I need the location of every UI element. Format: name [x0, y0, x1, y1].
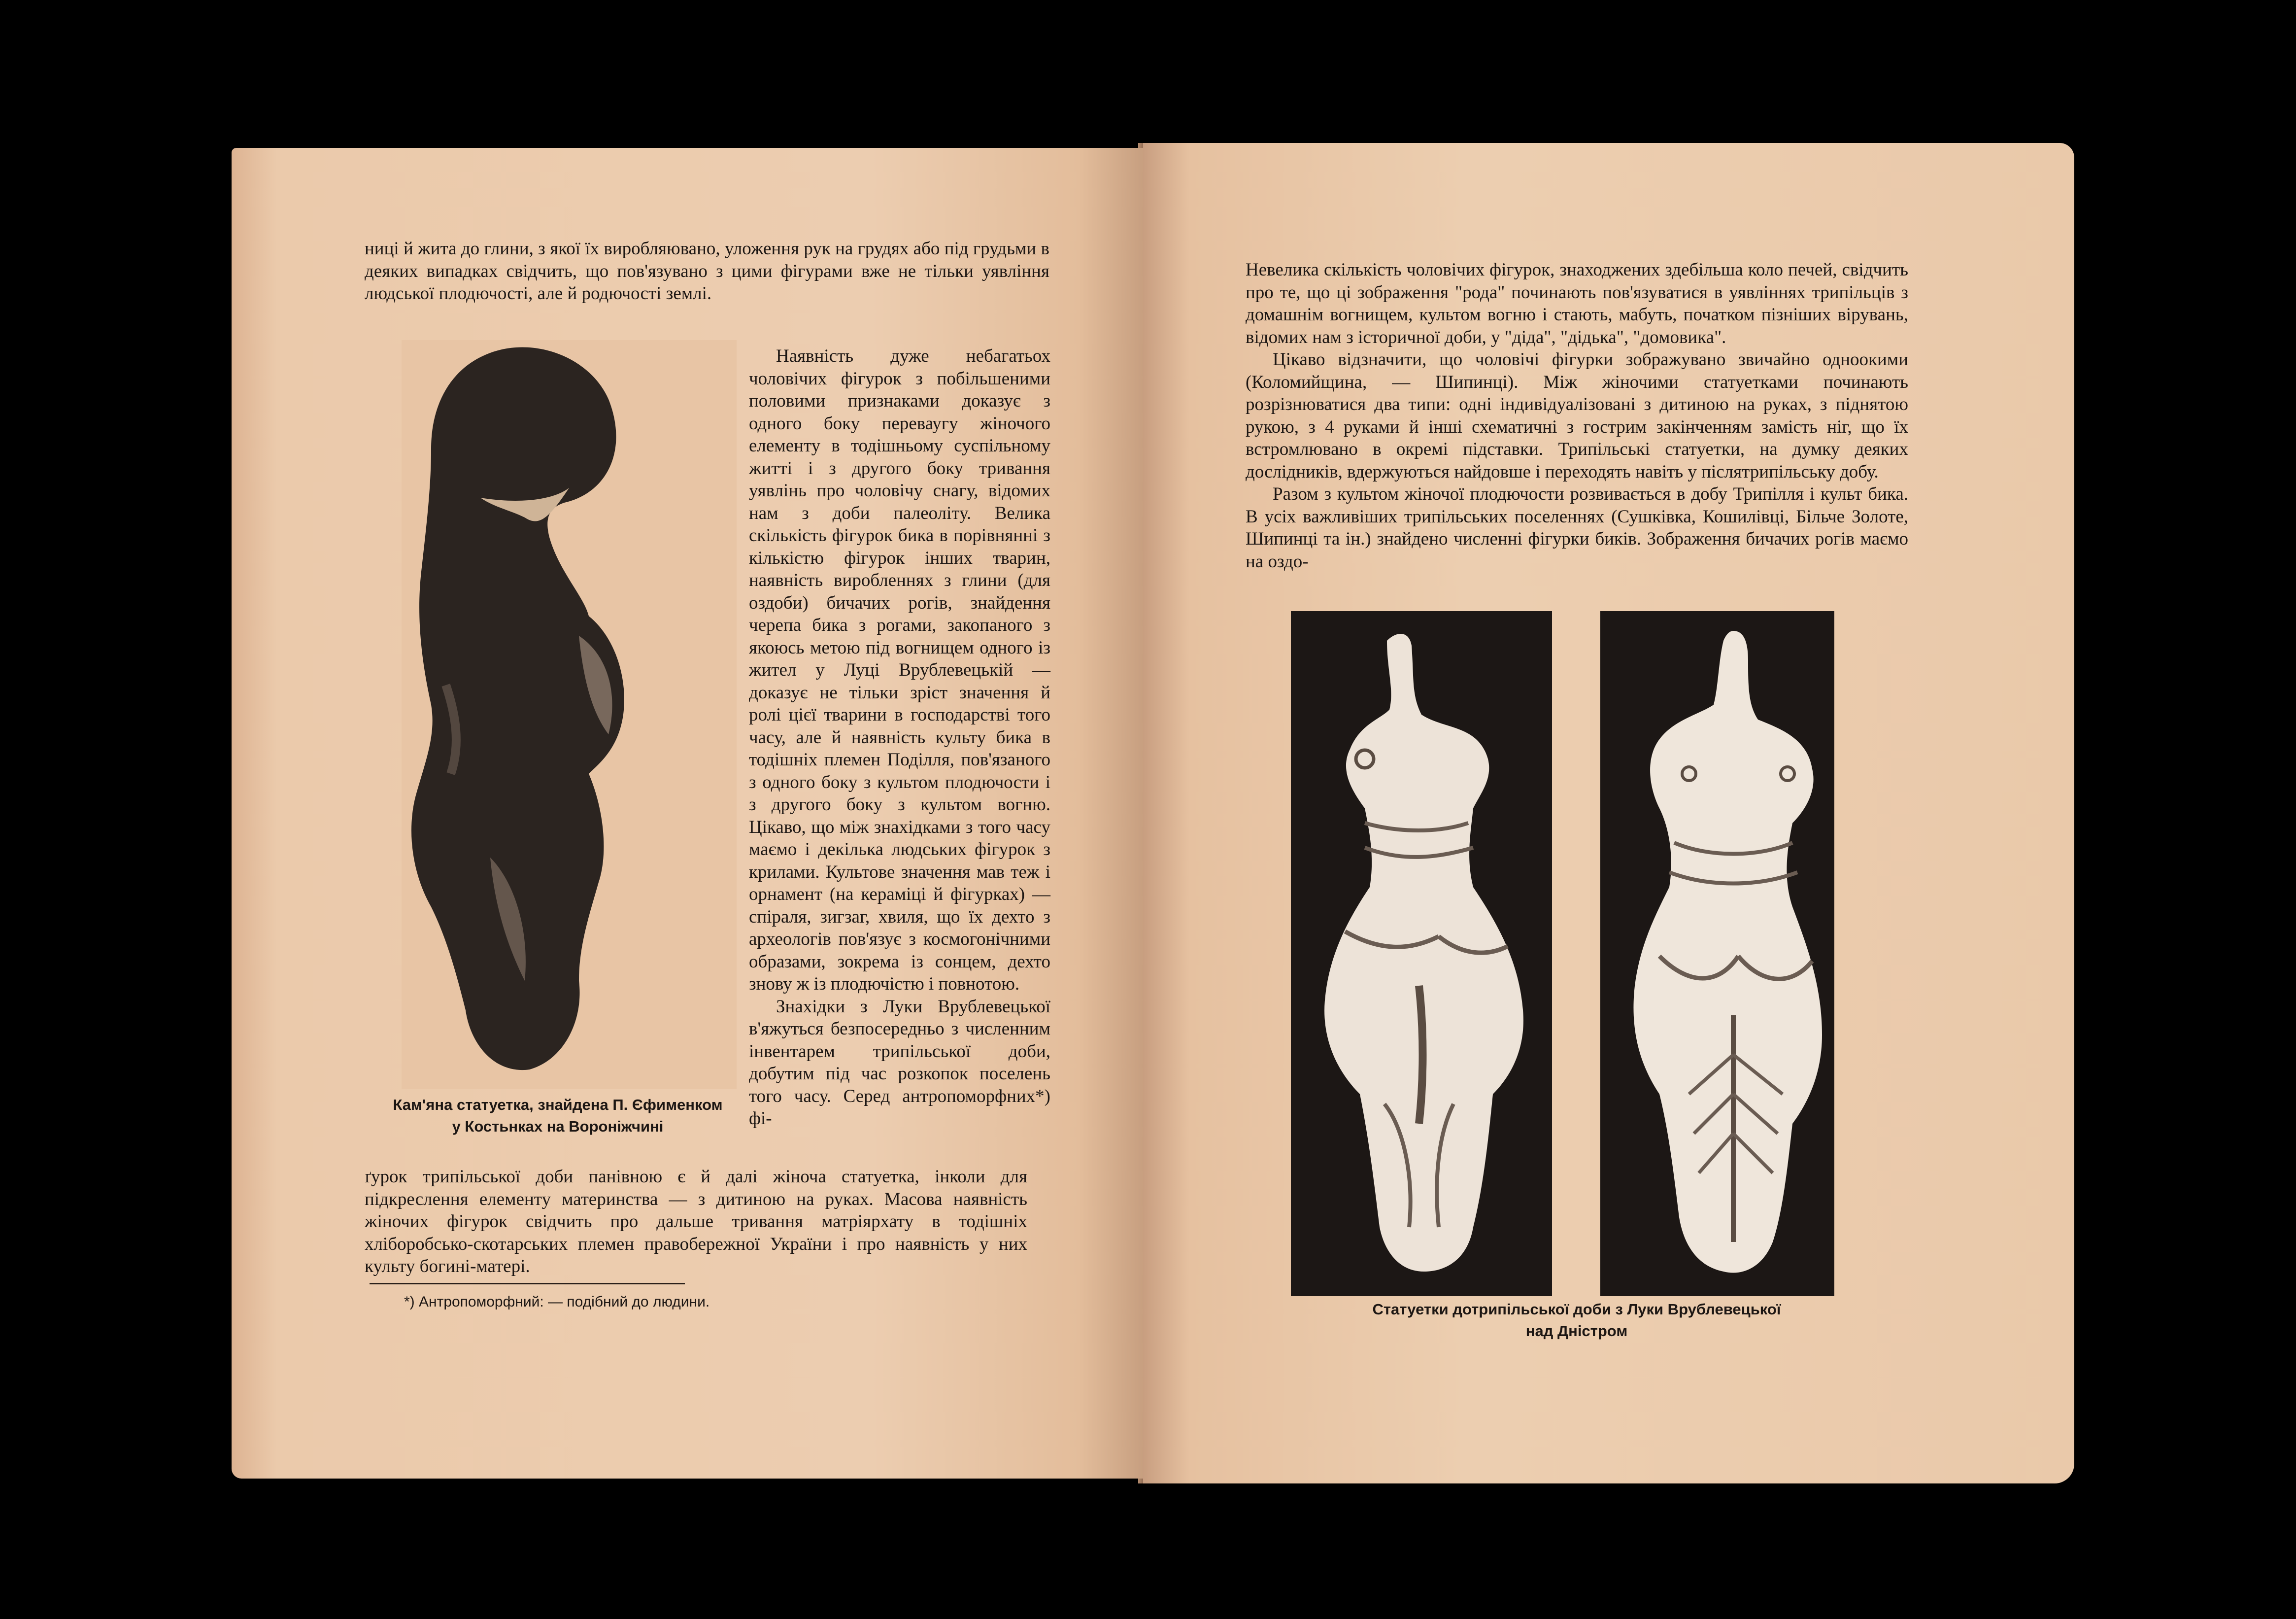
clay-figurine-photo-right	[1600, 611, 1834, 1296]
right-caption-line-1: Статуетки дотрипільської доби з Луки Врублевецької	[1372, 1301, 1781, 1318]
right-figure-caption	[1281, 1299, 1872, 1342]
left-side-paragraph-2: Знахідки з Луки Врублевецької в'яжуться безпосередньо з численним інвентарем трипільської доби, добутим під час розкопок поселень того часу. Серед антропоморфних*) фі-	[749, 996, 1050, 1129]
right-text-block	[1246, 259, 1908, 573]
left-footnote: *) Антропоморфний: — подібний до людини.	[404, 1294, 710, 1310]
footnote-rule	[370, 1283, 685, 1284]
clay-figurine-photo-left	[1291, 611, 1552, 1296]
left-top-paragraph: ниці й жита до глини, з якої їх виробляювано, уложення рук на грудях або під грудьми в деяких випадках свідчить, що пов'язувано з цими фігурами вже не тільки уявління людської плодючості, але й родючості землі.	[365, 239, 1049, 304]
left-side-column	[749, 345, 1050, 1130]
left-caption-line-2: у Костьнках на Вороніжчині	[452, 1118, 664, 1135]
left-side-paragraph-1: Наявність дуже небагатьох чоловічих фігурок з побільшеними половими признаками доказує з одного боку переваугу жіночого елементу в тодішньому суспільному житті і з другого боку тривання уявлінь про чоловічу снагу, відомих нам з доби палеоліту. Велика скількість фігурок бика в порівнянні з кількістю фігурок інших тварин, наявність виробленнях з глини (для оздоби) бичачих рогів, знайдення черепа бика з рогами, закопаного з якоюсь метою під вогнищем одного із жител у Луці Врублевецькій — доказує не тільки зріст значення й ролі цієї тварини в господарстві того часу, але й наявність культу бика в тодішніх племен Поділля, пов'язаного з одного боку з культом плодючости і з другого боку з культом вогню. Цікаво, що між знахідками з того часу маємо і декілька людських фігурок з крилами. Культове значення мав теж і орнамент (на кераміці й фігурках) — спіраля, зигзаг, хвиля, що їх дехто з археологів пов'язує з космогонічними образами, зокрема із сонцем, дехто знову ж із плодючістю і повнотою.	[749, 346, 1050, 994]
right-paragraph-3: Разом з культом жіночої плодючости розвивається в добу Трипілля і культ бика. В усіх важливіших трипільських поселеннях (Сушківка, Кошилівці, Більче Золоте, Шипинці та ін.) знайдено численні фігурки биків. Зображення бичачих рогів маємо на оздо-	[1246, 484, 1908, 572]
left-bottom-paragraph: ґурок трипільської доби панівною є й далі жіноча статуетка, інколи для підкреслення елементу материнства — з дитиною на руках. Масова наявність жіночих фігурок свідчить про дальше тривання матріярхату в тодішніх хліборобсько-скотарських племен правобережної України і про наявність у них культу богині-матері.	[365, 1167, 1027, 1276]
left-figure-caption	[366, 1094, 750, 1137]
right-paragraph-1: Невелика скількість чоловічих фігурок, знаходжених здебільша коло печей, свідчить про те, що ці зображення "рода" починають пов'язуватися в уявліннях трипільців з домашнім вогнищем, культом вогню і стають, мабуть, початком пізніших вірувань, відомих нам з історичної доби, у "діда", "дідька", "домовика".	[1246, 260, 1908, 347]
stone-figurine-photo	[402, 340, 737, 1089]
right-paragraph-2: Цікаво відзначити, що чоловічі фігурки зображувано звичайно одноокими (Коломийщина, — Шипинці). Між жіночими статуетками починають розрізнюватися два типи: одні індивідуалізовані з дитиною на руках, з піднятою рукою, з 4 руками й інші схематичні з гострим закінченням замість ніг, що їх встромлювано в окремі підставки. Трипільські статуетки, на думку деяких дослідників, вдержуються найдовше і переходять навіть у післятрипільську добу.	[1246, 349, 1908, 482]
left-caption-line-1: Кам'яна статуетка, знайдена П. Єфименком	[393, 1096, 723, 1113]
right-caption-line-2: над Дністром	[1525, 1322, 1628, 1340]
